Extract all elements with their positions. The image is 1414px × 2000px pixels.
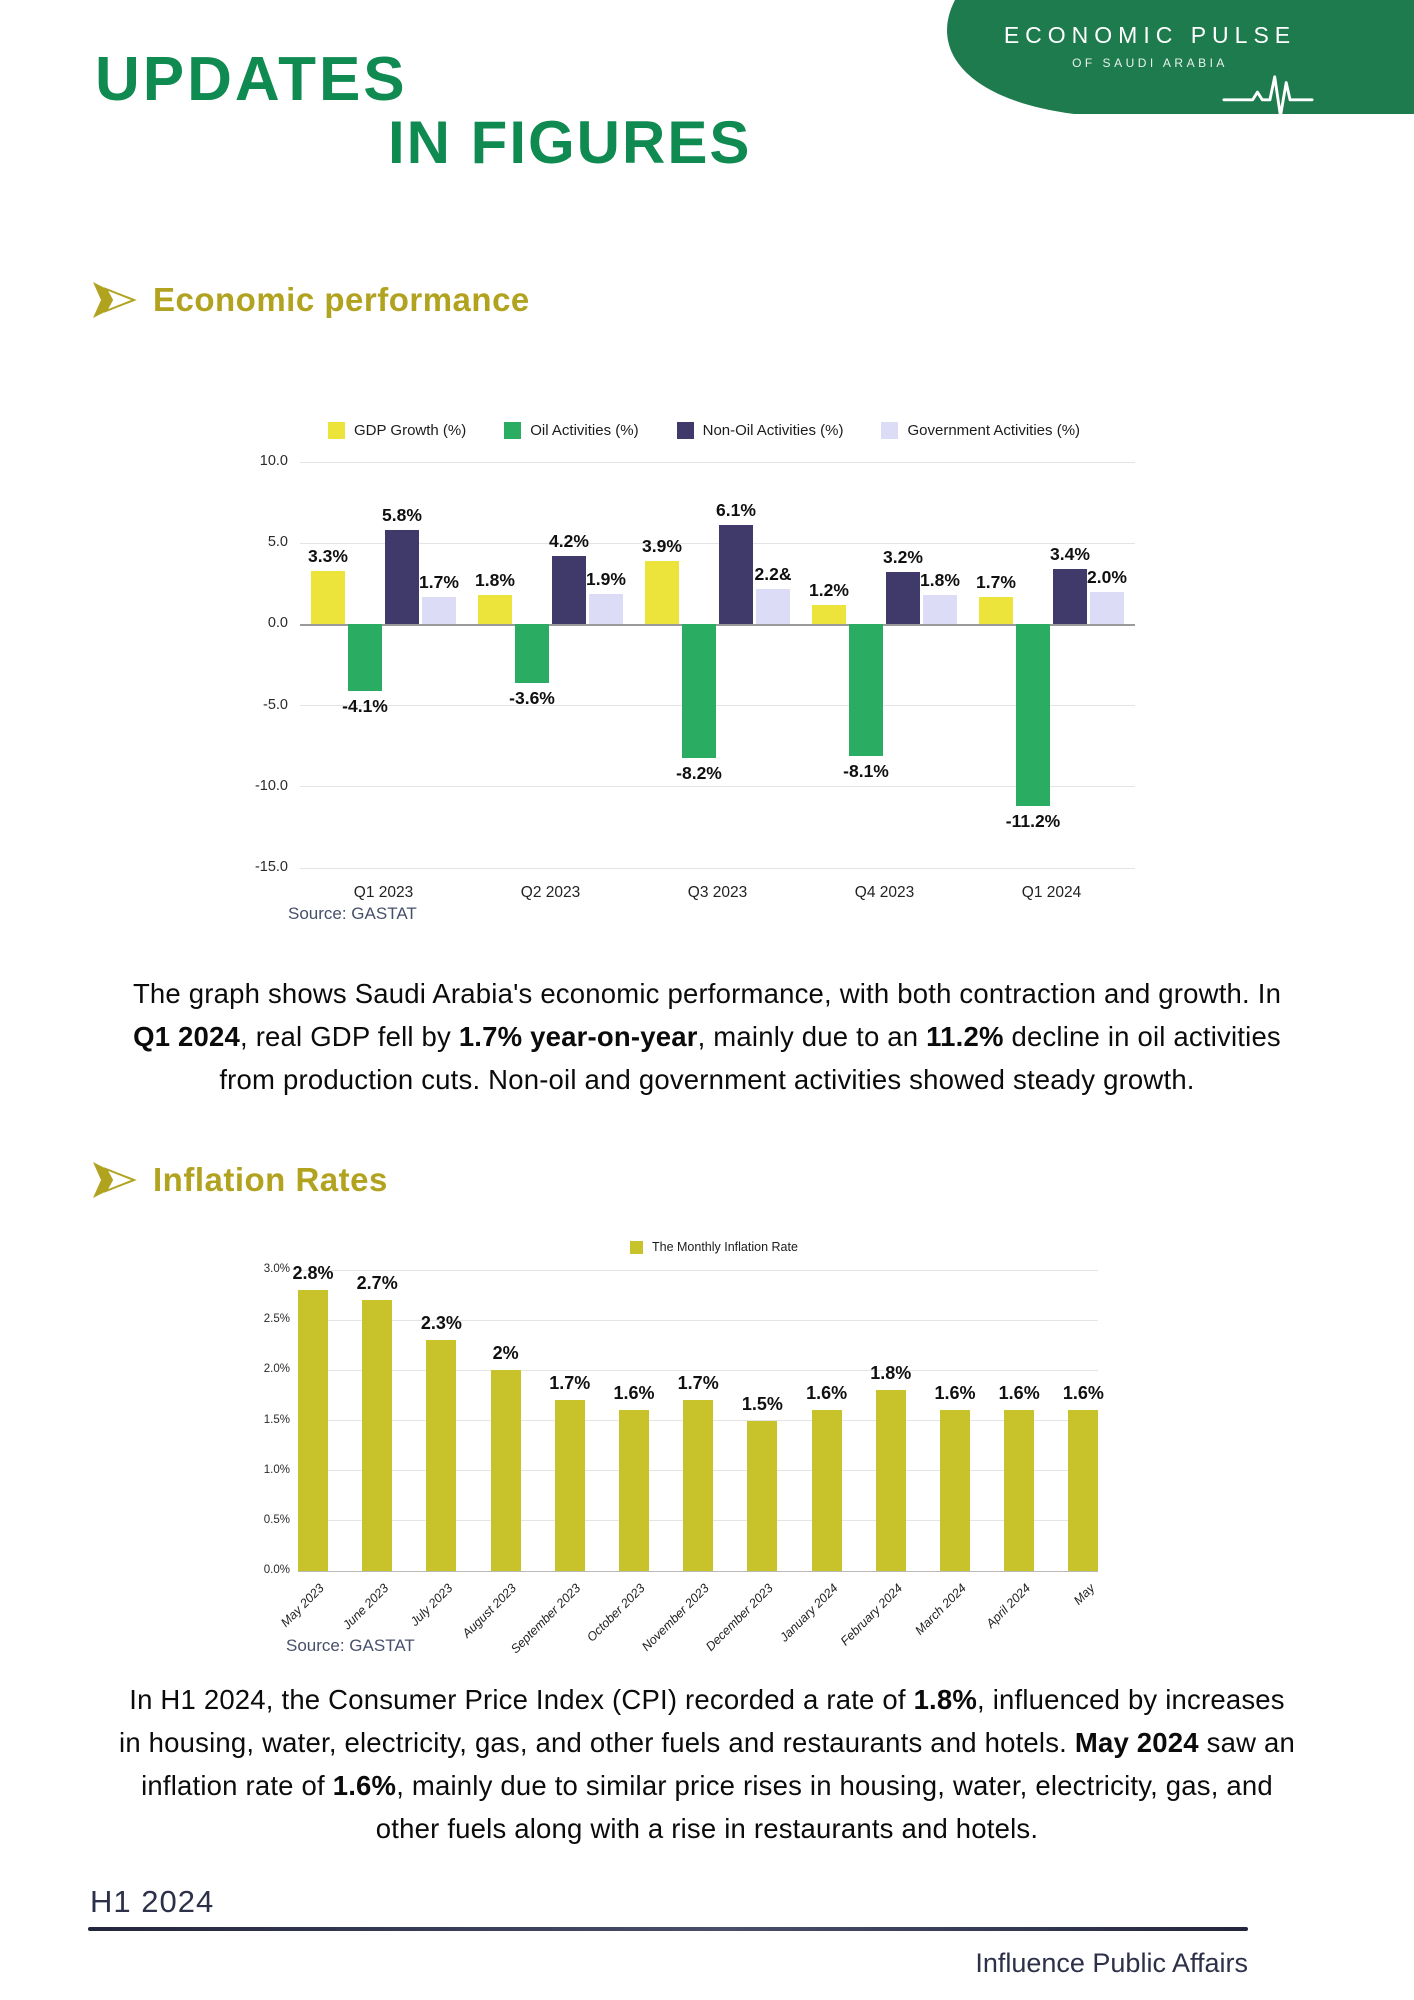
x-tick-label: June 2023 <box>339 1581 392 1633</box>
body-text: decline in oil activities from production cuts. Non-oil and government activities showed steady growth. <box>219 1020 1281 1095</box>
body-text: , mainly due to an <box>697 1020 927 1052</box>
source-label: Source: GASTAT <box>288 904 417 923</box>
bar-label: 5.8% <box>382 505 422 526</box>
legend-item <box>504 422 638 439</box>
page-title-line1: UPDATES <box>95 45 408 114</box>
bar <box>812 605 846 624</box>
legend-label: GDP Growth (%) <box>354 422 467 439</box>
footer-divider <box>88 1927 1248 1931</box>
section-title-economic: Economic performance <box>153 281 530 318</box>
bar <box>491 1370 521 1571</box>
bar <box>619 1410 649 1571</box>
body-text: saw an inflation rate of <box>141 1726 1295 1801</box>
legend-item <box>630 1240 798 1254</box>
bar-label: 1.6% <box>806 1383 848 1404</box>
x-tick-label: December 2023 <box>703 1581 777 1654</box>
bar <box>348 624 382 691</box>
legend-swatch <box>630 1241 643 1254</box>
section-title-inflation: Inflation Rates <box>153 1161 388 1198</box>
bar <box>747 1421 777 1572</box>
body-text: , influenced by increases in housing, water, electricity, gas, and other fuels and restaurants and hotels. <box>119 1683 1285 1758</box>
arrow-icon <box>92 280 138 320</box>
bar <box>1004 1410 1034 1571</box>
highlighted-text: 1.8% <box>913 1683 978 1715</box>
bar-label: 1.8% <box>870 1363 912 1384</box>
body-text: , real GDP fell by <box>240 1020 459 1052</box>
legend-swatch <box>328 422 345 439</box>
footer-company: Influence Public Affairs <box>975 1948 1248 1978</box>
highlighted-text: 1.6% <box>332 1769 397 1801</box>
body-text: In H1 2024, the Consumer Price Index (CPI) recorded a rate of <box>129 1683 914 1715</box>
bar-label: 1.6% <box>1062 1383 1104 1404</box>
x-tick-label: January 2024 <box>777 1581 841 1645</box>
bar <box>1016 624 1050 806</box>
legend-label: Non-Oil Activities (%) <box>702 422 844 439</box>
bar <box>683 1400 713 1571</box>
bar <box>979 597 1013 625</box>
bar-label: 1.2% <box>809 579 849 600</box>
bar-label: 1.7% <box>677 1373 719 1394</box>
legend-swatch <box>881 422 898 439</box>
x-tick-label: May 2023 <box>278 1581 327 1630</box>
x-tick-label: March 2024 <box>912 1581 969 1638</box>
bar-label: 1.7% <box>549 1373 591 1394</box>
bar <box>940 1410 970 1571</box>
bar <box>849 624 883 756</box>
legend-item <box>881 422 1080 439</box>
x-tick-label: October 2023 <box>584 1581 648 1645</box>
bar <box>1090 592 1124 624</box>
bar-label: 3.4% <box>1050 544 1090 565</box>
gridline <box>300 868 1135 869</box>
highlighted-text: 1.7% year-on-year <box>458 1020 698 1052</box>
section-header-economic <box>92 280 530 320</box>
body-text: The graph shows Saudi Arabia's economic performance, with both contraction and growth. In <box>132 977 1282 1009</box>
bar <box>555 1400 585 1571</box>
bar-label: 2.7% <box>356 1273 398 1294</box>
chart-legend <box>630 1240 798 1254</box>
y-tick-label: 0.0 <box>267 615 288 632</box>
bar <box>876 1390 906 1571</box>
body-text: , mainly due to similar price rises in housing, water, electricity, gas, and other fuels along with a rise in restaurants and hotels. <box>375 1769 1273 1845</box>
bar <box>298 1290 328 1571</box>
legend-item <box>677 422 844 439</box>
y-tick-label: 0.5% <box>263 1513 290 1526</box>
y-tick-label: -10.0 <box>254 777 288 794</box>
x-tick-label: August 2023 <box>459 1581 520 1641</box>
bar <box>812 1410 842 1571</box>
badge-subtitle: OF SAUDI ARABIA <box>1072 56 1228 70</box>
legend-item <box>328 422 466 439</box>
legend-label: The Monthly Inflation Rate <box>652 1240 798 1254</box>
highlighted-text: 11.2% <box>926 1020 1004 1052</box>
y-tick-label: 2.5% <box>263 1313 290 1326</box>
chart-legend <box>328 422 1080 439</box>
gridline <box>298 1270 1098 1271</box>
gridline <box>298 1370 1098 1371</box>
bar-label: 1.6% <box>998 1383 1040 1404</box>
footer-period: H1 2024 <box>90 1884 215 1919</box>
bar-label: 3.3% <box>308 545 348 566</box>
bar-label: 1.7% <box>419 571 459 592</box>
bar <box>515 624 549 682</box>
gridline <box>300 705 1135 706</box>
y-tick-label: 1.5% <box>263 1413 290 1426</box>
x-tick-label: Q1 2023 <box>353 884 414 901</box>
gridline <box>300 462 1135 463</box>
bar <box>589 594 623 625</box>
bar <box>311 571 345 625</box>
x-tick-label: February 2024 <box>837 1581 905 1649</box>
bar <box>552 556 586 624</box>
bar-label: 4.2% <box>549 531 589 552</box>
legend-swatch <box>677 422 694 439</box>
highlighted-text: May 2024 <box>1074 1726 1199 1758</box>
bar-label: 3.9% <box>642 536 682 557</box>
x-tick-label: Q2 2023 <box>520 884 581 901</box>
bar-label: -3.6% <box>509 687 555 708</box>
bar-label: 1.6% <box>613 1383 655 1404</box>
bar-label: -8.2% <box>676 762 722 783</box>
bar-label: 3.2% <box>883 547 923 568</box>
bar-label: -4.1% <box>342 695 388 716</box>
bar <box>422 597 456 625</box>
bar-label: -8.1% <box>843 760 889 781</box>
y-tick-label: 1.0% <box>263 1463 290 1476</box>
legend-swatch <box>504 422 521 439</box>
bar <box>362 1300 392 1571</box>
bar-label: 2% <box>492 1343 519 1364</box>
page-title-line2: IN FIGURES <box>388 109 752 176</box>
x-tick-label: May <box>1070 1581 1098 1608</box>
chart-plot <box>254 453 1135 901</box>
bar <box>478 595 512 624</box>
legend-label: Oil Activities (%) <box>530 422 639 439</box>
bar-label: 1.6% <box>934 1383 976 1404</box>
bar <box>682 624 716 757</box>
source-label: Source: GASTAT <box>286 1636 415 1655</box>
bar-label: 2.0% <box>1087 566 1127 587</box>
y-tick-label: 10.0 <box>259 453 288 469</box>
y-tick-label: 3.0% <box>263 1263 290 1275</box>
bar <box>1068 1410 1098 1571</box>
y-tick-label: 5.0 <box>267 534 288 551</box>
y-tick-label: -15.0 <box>254 859 288 875</box>
y-tick-label: 2.0% <box>263 1363 290 1376</box>
x-tick-label: Q4 2023 <box>854 884 915 901</box>
y-tick-label: 0.0% <box>263 1564 290 1576</box>
bar-label: 1.9% <box>586 568 626 589</box>
bar-label: 2.8% <box>292 1263 334 1284</box>
bar-label: 1.7% <box>976 571 1016 592</box>
bar <box>923 595 957 624</box>
gridline <box>300 786 1135 787</box>
economic-performance-chart <box>240 418 1160 943</box>
x-tick-label: November 2023 <box>639 1581 713 1654</box>
x-tick-label: September 2023 <box>508 1581 584 1657</box>
heartbeat-pulse-icon <box>1222 72 1314 118</box>
bar-label: 1.8% <box>475 570 515 591</box>
x-tick-label: Q1 2024 <box>1021 884 1082 901</box>
bar-label: 1.5% <box>741 1393 783 1414</box>
bar-label: 6.1% <box>716 500 756 521</box>
gridline <box>300 543 1135 544</box>
bar <box>756 589 790 625</box>
economic-paragraph <box>117 972 1297 1102</box>
bar <box>645 561 679 624</box>
section-header-inflation <box>92 1160 388 1200</box>
y-tick-label: -5.0 <box>263 696 288 713</box>
inflation-rate-chart <box>240 1232 1160 1677</box>
bar-label: 2.3% <box>420 1313 462 1334</box>
badge-title: ECONOMIC PULSE <box>1003 22 1297 48</box>
x-tick-label: July 2023 <box>407 1581 456 1629</box>
highlighted-text: Q1 2024 <box>133 1020 241 1052</box>
x-tick-label: Q3 2023 <box>687 884 748 901</box>
badge <box>1000 22 1300 70</box>
bar-label: 1.8% <box>920 570 960 591</box>
legend-label: Government Activities (%) <box>907 422 1081 439</box>
arrow-icon <box>92 1160 138 1200</box>
bar-label: -11.2% <box>1005 811 1061 832</box>
inflation-paragraph <box>117 1678 1297 1851</box>
bar <box>426 1340 456 1571</box>
bar-label: 2.2& <box>754 563 792 584</box>
x-tick-label: April 2024 <box>983 1581 1034 1631</box>
